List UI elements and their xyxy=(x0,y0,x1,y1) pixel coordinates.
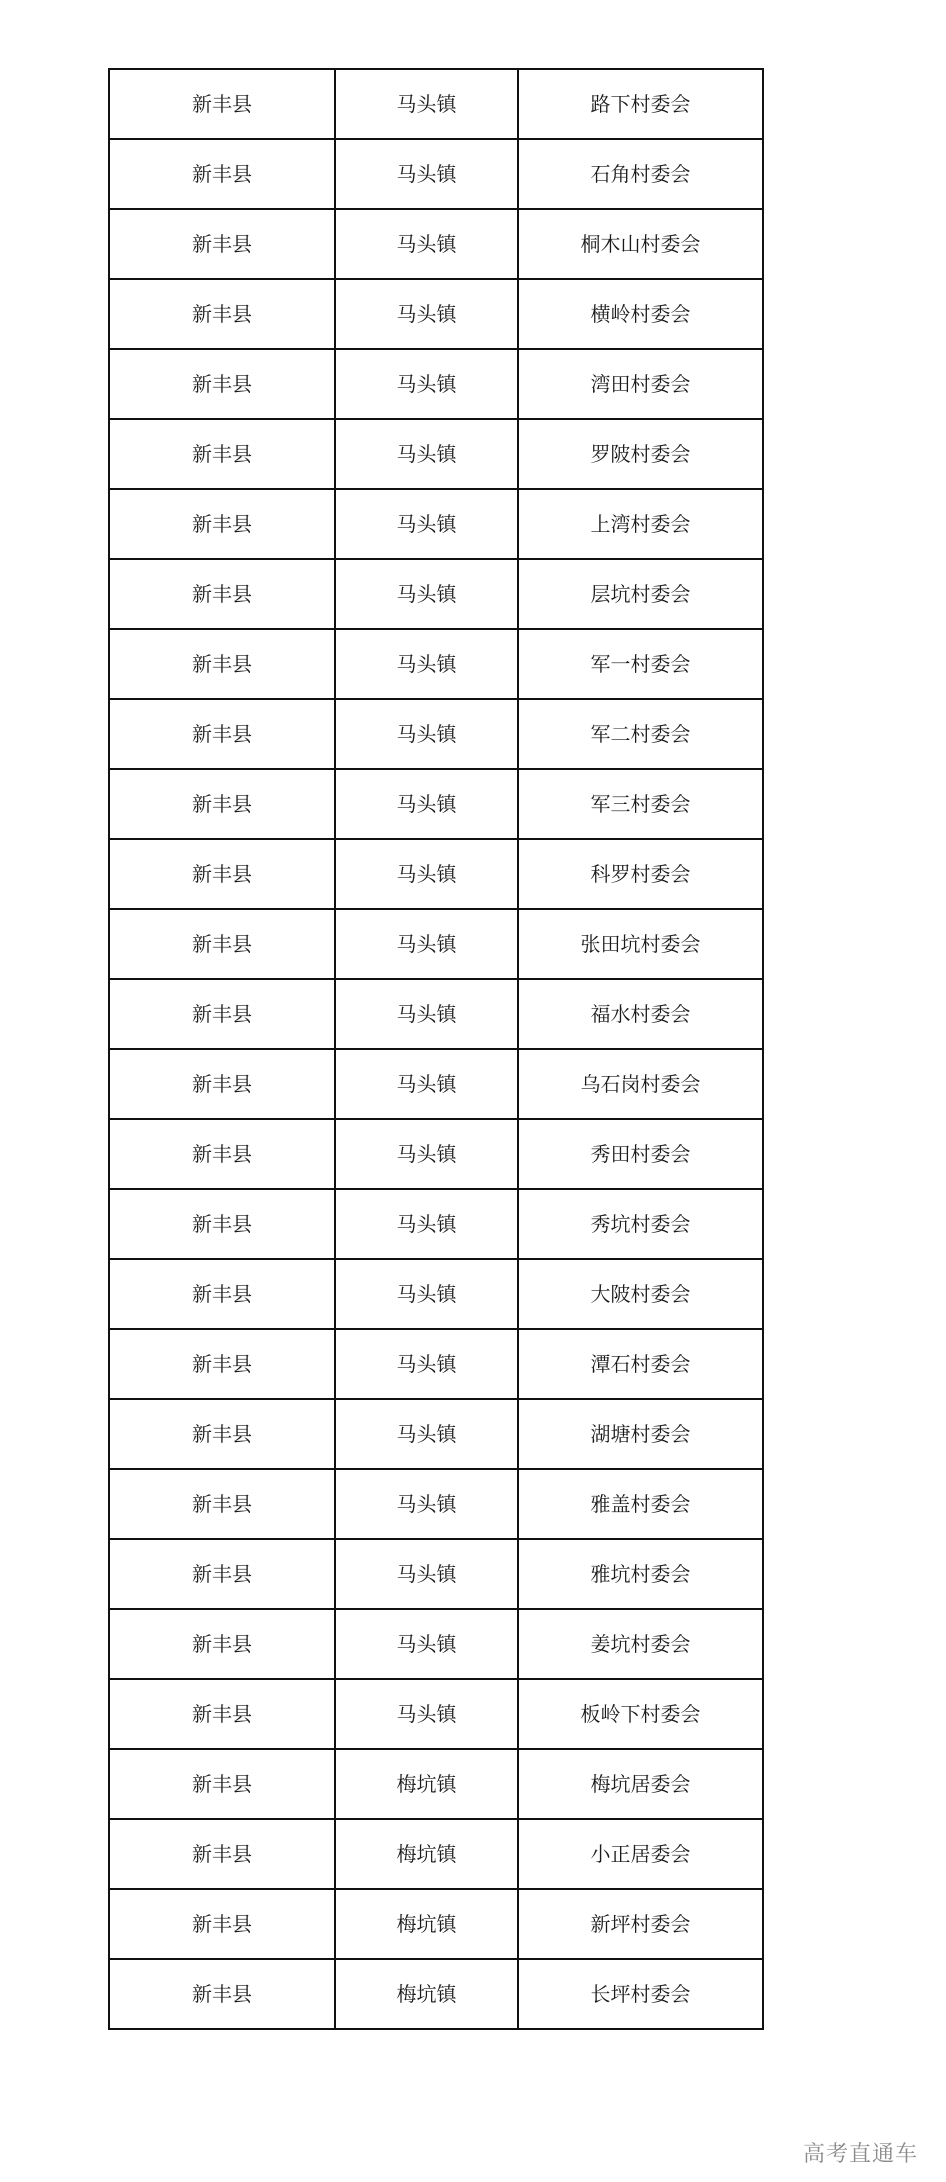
committee-cell: 石角村委会 xyxy=(518,139,763,209)
county-cell: 新丰县 xyxy=(109,349,335,419)
town-cell: 马头镇 xyxy=(335,1679,518,1749)
table-row xyxy=(109,909,763,979)
committee-cell: 层坑村委会 xyxy=(518,559,763,629)
county-cell: 新丰县 xyxy=(109,559,335,629)
town-cell: 马头镇 xyxy=(335,209,518,279)
table-body xyxy=(109,69,763,2029)
committee-cell: 张田坑村委会 xyxy=(518,909,763,979)
town-cell: 马头镇 xyxy=(335,1329,518,1399)
committee-cell: 桐木山村委会 xyxy=(518,209,763,279)
table-row xyxy=(109,769,763,839)
committee-cell: 秀田村委会 xyxy=(518,1119,763,1189)
county-cell: 新丰县 xyxy=(109,1049,335,1119)
county-cell: 新丰县 xyxy=(109,1539,335,1609)
committee-cell: 板岭下村委会 xyxy=(518,1679,763,1749)
table-row xyxy=(109,1889,763,1959)
committee-cell: 军一村委会 xyxy=(518,629,763,699)
table-row xyxy=(109,1959,763,2029)
town-cell: 马头镇 xyxy=(335,349,518,419)
town-cell: 马头镇 xyxy=(335,1539,518,1609)
town-cell: 马头镇 xyxy=(335,1119,518,1189)
committee-cell: 湾田村委会 xyxy=(518,349,763,419)
town-cell: 梅坑镇 xyxy=(335,1819,518,1889)
watermark-text: 高考直通车 xyxy=(802,2142,918,2167)
town-cell: 马头镇 xyxy=(335,629,518,699)
county-cell: 新丰县 xyxy=(109,1889,335,1959)
table-row xyxy=(109,699,763,769)
table-row xyxy=(109,489,763,559)
committee-cell: 大陂村委会 xyxy=(518,1259,763,1329)
town-cell: 马头镇 xyxy=(335,559,518,629)
town-cell: 梅坑镇 xyxy=(335,1889,518,1959)
committee-cell: 路下村委会 xyxy=(518,69,763,139)
table-row xyxy=(109,1819,763,1889)
town-cell: 梅坑镇 xyxy=(335,1959,518,2029)
table-row xyxy=(109,839,763,909)
table-row xyxy=(109,279,763,349)
table-row xyxy=(109,1259,763,1329)
town-cell: 马头镇 xyxy=(335,1609,518,1679)
county-cell: 新丰县 xyxy=(109,979,335,1049)
town-cell: 马头镇 xyxy=(335,1469,518,1539)
county-cell: 新丰县 xyxy=(109,1399,335,1469)
table-row xyxy=(109,629,763,699)
committee-cell: 小正居委会 xyxy=(518,1819,763,1889)
committee-cell: 福水村委会 xyxy=(518,979,763,1049)
county-cell: 新丰县 xyxy=(109,769,335,839)
county-cell: 新丰县 xyxy=(109,909,335,979)
committee-cell: 梅坑居委会 xyxy=(518,1749,763,1819)
table-row xyxy=(109,1189,763,1259)
table-row xyxy=(109,979,763,1049)
county-cell: 新丰县 xyxy=(109,629,335,699)
table-row xyxy=(109,1469,763,1539)
table-row xyxy=(109,1749,763,1819)
committee-cell: 秀坑村委会 xyxy=(518,1189,763,1259)
village-committee-table xyxy=(108,68,764,2030)
county-cell: 新丰县 xyxy=(109,1819,335,1889)
town-cell: 马头镇 xyxy=(335,489,518,559)
town-cell: 马头镇 xyxy=(335,909,518,979)
county-cell: 新丰县 xyxy=(109,1119,335,1189)
county-cell: 新丰县 xyxy=(109,1679,335,1749)
committee-cell: 横岭村委会 xyxy=(518,279,763,349)
town-cell: 马头镇 xyxy=(335,979,518,1049)
table-row xyxy=(109,1119,763,1189)
table-row xyxy=(109,209,763,279)
town-cell: 马头镇 xyxy=(335,139,518,209)
town-cell: 马头镇 xyxy=(335,1049,518,1119)
county-cell: 新丰县 xyxy=(109,699,335,769)
town-cell: 马头镇 xyxy=(335,279,518,349)
town-cell: 马头镇 xyxy=(335,769,518,839)
committee-cell: 罗陂村委会 xyxy=(518,419,763,489)
table-row xyxy=(109,419,763,489)
town-cell: 马头镇 xyxy=(335,419,518,489)
table-row xyxy=(109,1049,763,1119)
table-row xyxy=(109,349,763,419)
committee-cell: 姜坑村委会 xyxy=(518,1609,763,1679)
county-cell: 新丰县 xyxy=(109,489,335,559)
county-cell: 新丰县 xyxy=(109,839,335,909)
town-cell: 梅坑镇 xyxy=(335,1749,518,1819)
committee-cell: 雅坑村委会 xyxy=(518,1539,763,1609)
committee-cell: 军三村委会 xyxy=(518,769,763,839)
committee-cell: 长坪村委会 xyxy=(518,1959,763,2029)
table-row xyxy=(109,1679,763,1749)
county-cell: 新丰县 xyxy=(109,209,335,279)
county-cell: 新丰县 xyxy=(109,1749,335,1819)
committee-cell: 湖塘村委会 xyxy=(518,1399,763,1469)
county-cell: 新丰县 xyxy=(109,419,335,489)
committee-cell: 军二村委会 xyxy=(518,699,763,769)
committee-cell: 新坪村委会 xyxy=(518,1889,763,1959)
county-cell: 新丰县 xyxy=(109,1609,335,1679)
county-cell: 新丰县 xyxy=(109,1189,335,1259)
committee-cell: 潭石村委会 xyxy=(518,1329,763,1399)
committee-cell: 科罗村委会 xyxy=(518,839,763,909)
county-cell: 新丰县 xyxy=(109,1329,335,1399)
county-cell: 新丰县 xyxy=(109,69,335,139)
table-row xyxy=(109,69,763,139)
town-cell: 马头镇 xyxy=(335,699,518,769)
table-row xyxy=(109,559,763,629)
town-cell: 马头镇 xyxy=(335,1189,518,1259)
table-row xyxy=(109,1399,763,1469)
table-row xyxy=(109,139,763,209)
county-cell: 新丰县 xyxy=(109,1959,335,2029)
committee-cell: 乌石岗村委会 xyxy=(518,1049,763,1119)
county-cell: 新丰县 xyxy=(109,139,335,209)
county-cell: 新丰县 xyxy=(109,279,335,349)
table-row xyxy=(109,1609,763,1679)
committee-cell: 上湾村委会 xyxy=(518,489,763,559)
committee-cell: 雅盖村委会 xyxy=(518,1469,763,1539)
town-cell: 马头镇 xyxy=(335,1259,518,1329)
table-row xyxy=(109,1539,763,1609)
table-row xyxy=(109,1329,763,1399)
town-cell: 马头镇 xyxy=(335,69,518,139)
county-cell: 新丰县 xyxy=(109,1259,335,1329)
county-cell: 新丰县 xyxy=(109,1469,335,1539)
town-cell: 马头镇 xyxy=(335,1399,518,1469)
town-cell: 马头镇 xyxy=(335,839,518,909)
